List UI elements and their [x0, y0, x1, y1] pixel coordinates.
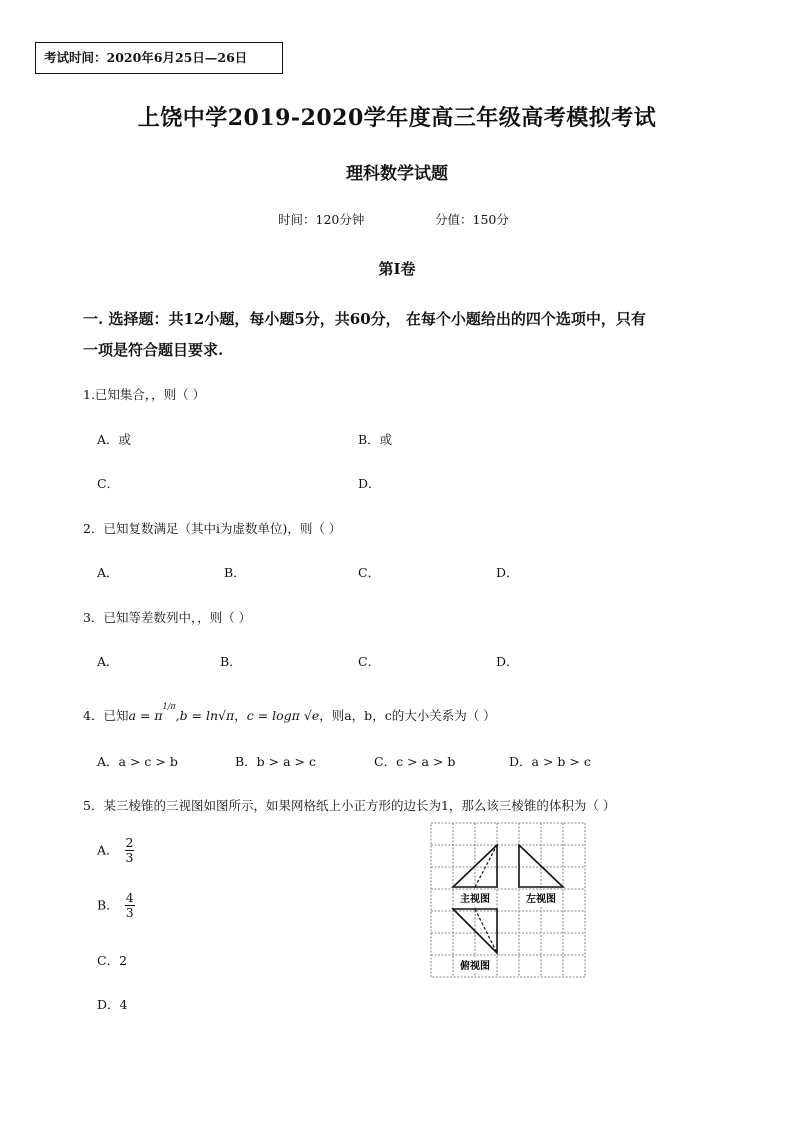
q5-option-a-label: A．: [97, 842, 119, 858]
q5-stem: 5．某三棱锥的三视图如图所示，如果网格纸上小正方形的边长为1，那么该三棱锥的体积为（ ）: [83, 798, 616, 813]
q5-option-c: C．2: [97, 953, 128, 968]
top-view-label: 俯视图: [460, 961, 490, 972]
q4-option-a: A．a > c > b: [97, 754, 178, 769]
exam-time-box: 考试时间：2020年6月25日—26日: [35, 42, 283, 74]
q4-suffix: ，则a，b，c的大小关系为（ ）: [319, 708, 496, 723]
q5-option-a-denominator: 3: [125, 850, 134, 866]
q1-option-d: D．: [358, 476, 381, 491]
q4-a-exponent: 1/π: [162, 701, 176, 711]
q3-option-b: B．: [220, 654, 242, 669]
q3-option-d: D．: [496, 654, 519, 669]
q4-prefix: 4．已知: [83, 708, 129, 723]
q5-option-d: D．4: [97, 997, 128, 1012]
exam-score: 分值：150分: [435, 212, 509, 227]
three-view-figure: [430, 822, 588, 979]
q1-option-b: B．或: [358, 432, 393, 447]
q1-option-c: C．: [97, 476, 120, 491]
q2-option-b: B．: [224, 565, 246, 580]
q2-stem: 2．已知复数满足（其中i为虚数单位)，则（ ）: [83, 521, 342, 536]
q2-option-c: C．: [358, 565, 381, 580]
q2-option-a: A．: [97, 565, 119, 580]
q4-option-b: B．b > a > c: [235, 754, 316, 769]
section-instruction-line1: 一. 选择题：共12小题，每小题5分，共60分， 在每个小题给出的四个选项中，只有: [83, 310, 646, 328]
q5-option-b-fraction: [125, 891, 135, 921]
section-instruction-line2: 一项是符合题目要求.: [83, 341, 224, 359]
exam-title: 上饶中学2019-2020学年度高三年级高考模拟考试: [137, 105, 657, 131]
q3-option-c: C．: [358, 654, 381, 669]
q5-option-a: [97, 836, 134, 866]
q4-stem: 4．已知$a = \pi^{1/\pi},b = \ln√\pi$，c = logπ √e，则a，b，c的大小关系为（ ）: [83, 701, 496, 723]
exam-duration: 时间：120分钟: [278, 212, 365, 227]
q5-option-a-fraction: [125, 836, 135, 866]
q5-option-b-numerator: 4: [125, 890, 134, 905]
q3-stem: 3．已知等差数列中，，则（ ）: [83, 610, 252, 625]
q4-option-c: C．c > a > b: [374, 754, 456, 769]
q5-option-b-label: B．: [97, 897, 119, 913]
q4-option-d: D．a > b > c: [509, 754, 591, 769]
q5-option-b-denominator: 3: [125, 905, 134, 921]
q3-option-a: A．: [97, 654, 119, 669]
q4-a-expression: a = π: [128, 708, 163, 723]
exam-subtitle: 理科数学试题: [346, 164, 448, 184]
front-view-label: 主视图: [460, 894, 490, 905]
q4-c-expression: c = logπ √e: [246, 708, 320, 723]
q4-b-expression: ,b = ln√π: [175, 708, 235, 723]
q2-option-d: D．: [496, 565, 519, 580]
side-view-label: 左视图: [526, 894, 556, 905]
q5-option-b: [97, 891, 135, 921]
q1-option-a: A．或: [97, 432, 132, 447]
q5-option-a-numerator: 2: [125, 835, 134, 850]
volume-title: 第Ⅰ卷: [378, 260, 416, 278]
q1-stem: 1.已知集合，，则（ ）: [83, 387, 206, 402]
